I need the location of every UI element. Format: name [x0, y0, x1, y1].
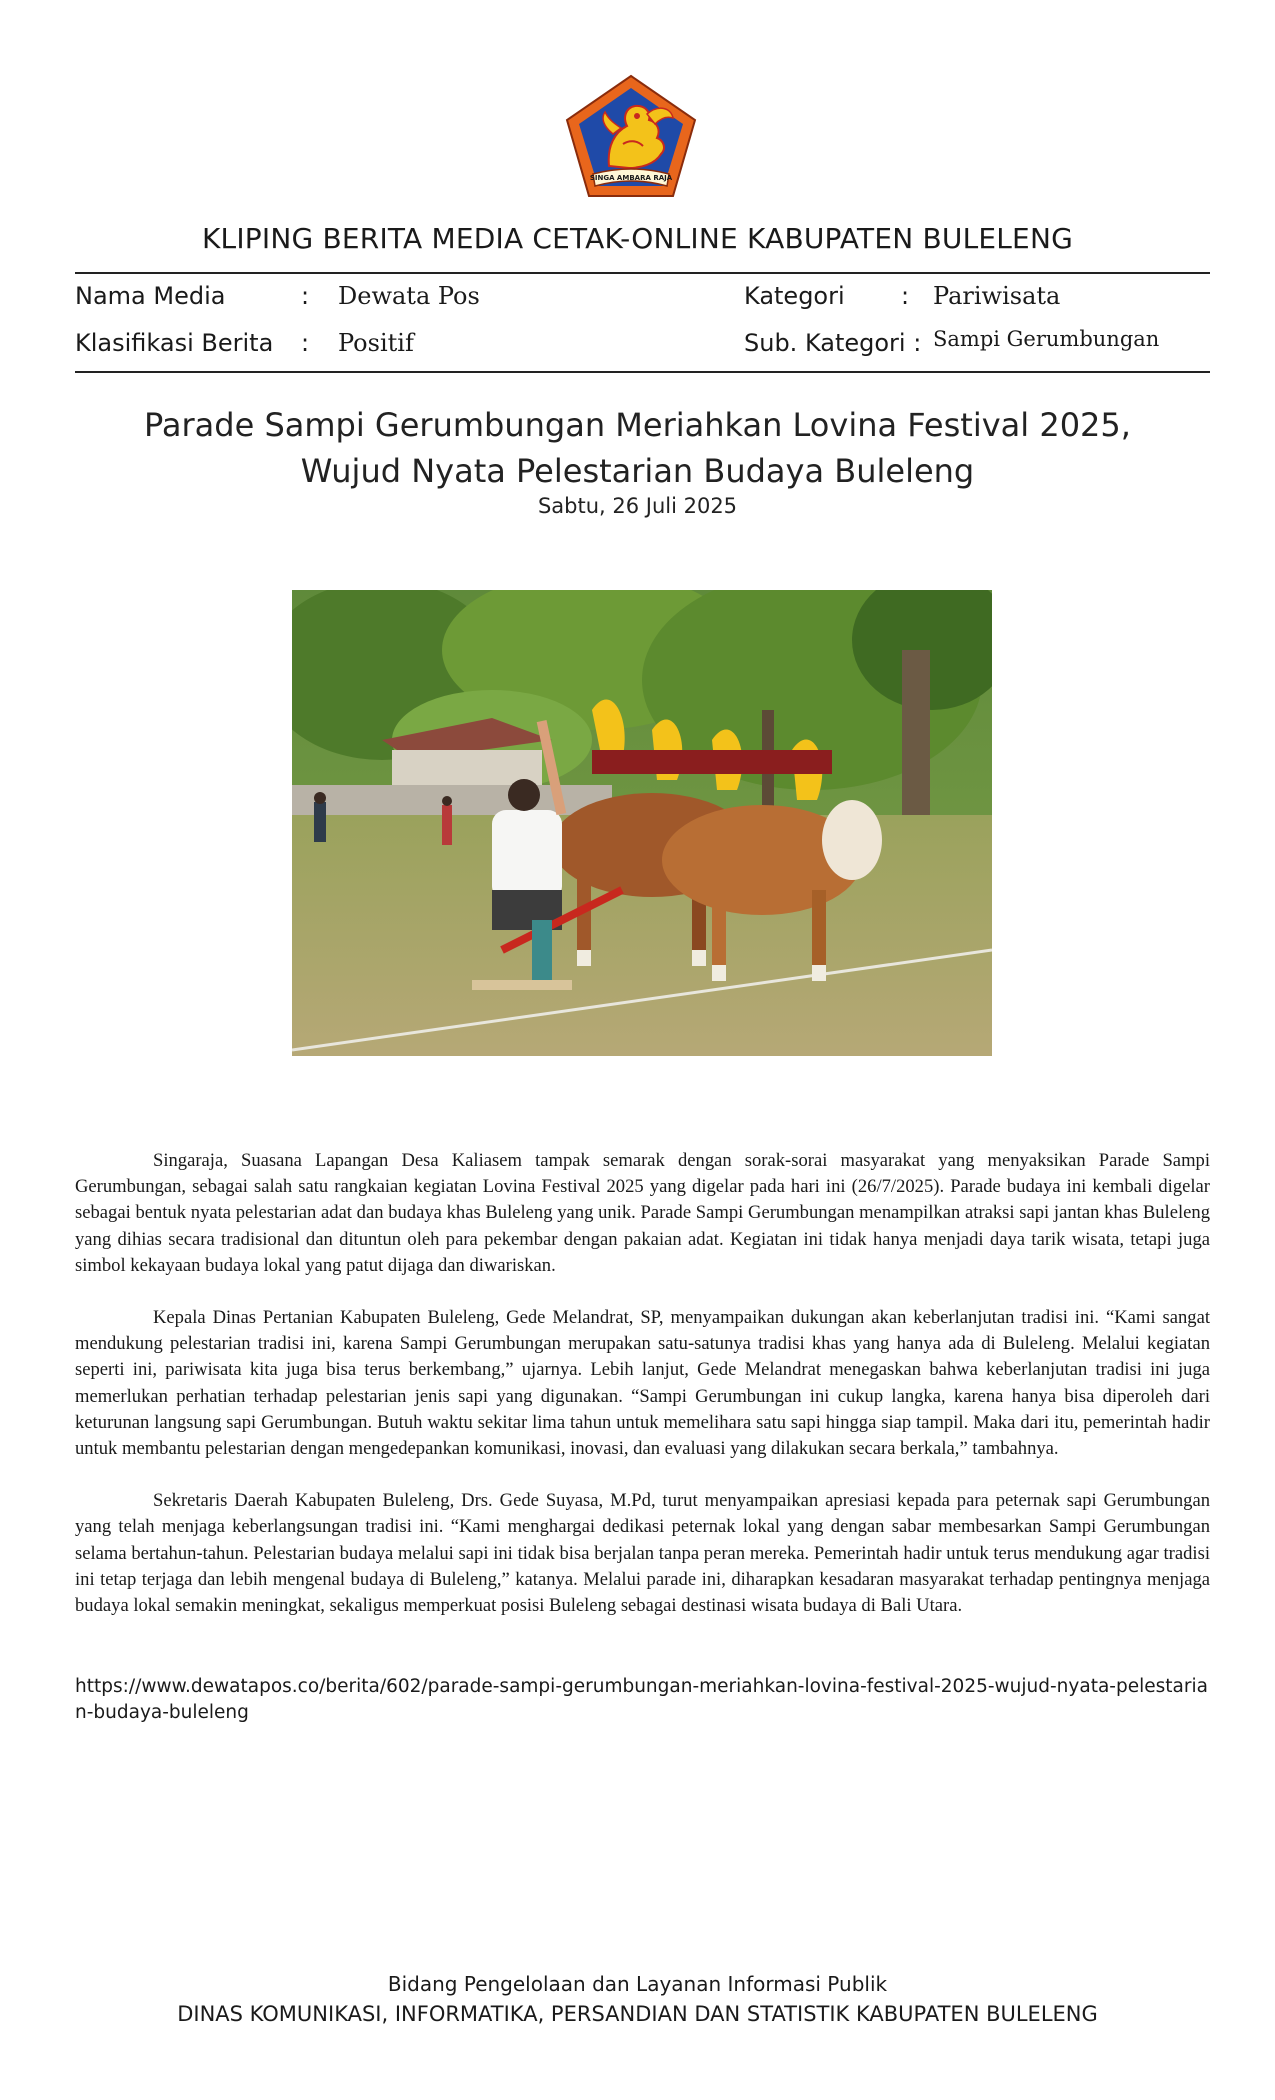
- article-body: [75, 1148, 1210, 1645]
- article-paragraph-2: Kepala Dinas Pertanian Kabupaten Buleleng, Gede Melandrat, SP, menyampaikan dukungan akan keberlanjutan tradisi ini. “Kami sangat mendukung pelestarian tradisi ini, karena Sampi Gerumbungan merupakan satu-satunya tradisi khas yang hanya ada di Buleleng. Melalui kegiatan seperti ini, pariwisata kita juga bisa terus berkembang,” ujarnya. Lebih lanjut, Gede Melandrat menegaskan bahwa keberlanjutan tradisi ini juga memerlukan perhatian terhadap pelestarian jenis sapi yang digunakan. “Sampi Gerumbungan ini cukup langka, karena hanya bisa diperoleh dari keturunan langsung sapi Gerumbungan. Butuh waktu sekitar lima tahun untuk memelihara satu sapi hingga siap tampil. Maka dari itu, pemerintah hadir untuk membantu pelestarian dengan mengedepankan komunikasi, inovasi, dan evaluasi yang dilakukan secara berkala,” tambahnya.: [75, 1307, 1210, 1460]
- article-title-line-1: Parade Sampi Gerumbungan Meriahkan Lovina Festival 2025,: [144, 406, 1131, 444]
- kategori-label: Kategori: [744, 282, 845, 310]
- source-url-link[interactable]: https://www.dewatapos.co/berita/602/parade-sampi-gerumbungan-meriahkan-lovina-festival-2025-wujud-nyata-pelestarian-budaya-buleleng: [75, 1676, 1208, 1723]
- article-date: Sabtu, 26 Juli 2025: [537, 494, 738, 518]
- header-top-rule: [75, 272, 1210, 274]
- klasifikasi-value: Positif: [338, 329, 414, 357]
- document-header-title: KLIPING BERITA MEDIA CETAK-ONLINE KABUPATEN BULELENG: [201, 222, 1073, 255]
- article-title: [0, 402, 1275, 494]
- klasifikasi-label: Klasifikasi Berita: [75, 329, 274, 357]
- logo-motto: SINGA AMBARA RAJA: [589, 174, 673, 182]
- article-title-line-2: Wujud Nyata Pelestarian Budaya Buleleng: [300, 452, 975, 490]
- footer-department: Bidang Pengelolaan dan Layanan Informasi Publik: [387, 1972, 888, 1996]
- nama-media-value: Dewata Pos: [338, 282, 480, 310]
- article-paragraph-1: Singaraja, Suasana Lapangan Desa Kaliasem tampak semarak dengan sorak-sorai masyarakat yang menyaksikan Parade Sampi Gerumbungan, sebagai salah satu rangkaian kegiatan Lovina Festival 2025 yang digelar pada hari ini (26/7/2025). Parade budaya ini kembali digelar sebagai bentuk nyata pelestarian adat dan budaya khas Buleleng yang unik. Parade Sampi Gerumbungan menampilkan atraksi sapi jantan khas Buleleng yang dihias secara tradisional dan dituntun oleh para pekembar dengan pakaian adat. Kegiatan ini tidak hanya menjadi daya tarik wisata, tetapi juga simbol kekayaan budaya lokal yang patut dijaga dan diwariskan.: [75, 1150, 1210, 1276]
- sub-kategori-value: Sampi Gerumbungan: [933, 327, 1160, 351]
- nama-media-label: Nama Media: [75, 282, 226, 310]
- footer-agency: DINAS KOMUNIKASI, INFORMATIKA, PERSANDIAN DAN STATISTIK KABUPATEN BULELENG: [177, 2002, 1098, 2026]
- klasifikasi-separator: :: [301, 329, 310, 357]
- sub-kategori-label: Sub. Kategori :: [744, 329, 922, 357]
- kategori-separator: :: [901, 282, 910, 310]
- nama-media-separator: :: [301, 282, 310, 310]
- kabupaten-buleleng-crest-logo: [563, 74, 699, 200]
- article-paragraph-3: Sekretaris Daerah Kabupaten Buleleng, Drs. Gede Suyasa, M.Pd, turut menyampaikan apresiasi kepada para peternak sapi Gerumbungan yang telah menjaga keberlangsungan tradisi ini. “Kami menghargai dedikasi peternak lokal yang dengan sabar membesarkan Sampi Gerumbungan selama bertahun-tahun. Pelestarian budaya melalui sapi ini tidak bisa berjalan tanpa peran mereka. Pemerintah hadir untuk terus mendukung agar tradisi ini tetap terjaga dan lebih mengenal budaya di Buleleng,” katanya. Melalui parade ini, diharapkan kesadaran masyarakat terhadap pentingnya menjaga budaya lokal semakin meningkat, sekaligus memperkuat posisi Buleleng sebagai destinasi wisata budaya di Bali Utara.: [75, 1490, 1210, 1617]
- header-bottom-rule: [75, 371, 1210, 373]
- article-photo: [292, 590, 992, 1056]
- kategori-value: Pariwisata: [933, 282, 1061, 310]
